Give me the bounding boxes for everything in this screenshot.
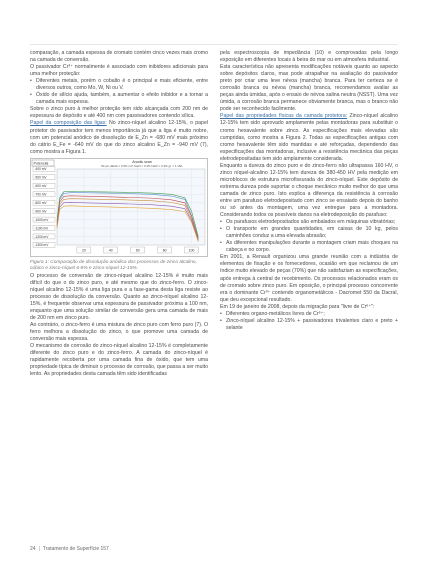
chart-subtitle: 50 μA; ΔE/Δt = 0.5% mV; NaCl = 0.3% NaCl = 0.3% gl. = 1.15/L (101, 163, 183, 168)
right-bullet-list-1 (220, 219, 398, 254)
journal-name: Tratamento de Superfície 157 (42, 546, 109, 552)
right-paragraph-3 (220, 113, 398, 162)
y-tick-label: -1300 mV (34, 242, 49, 247)
left-bullet-2: • Óxido de silício ajuda, também, a aumentar o efeito inibidor e a tornar a camada mais espessa. (30, 92, 208, 106)
right-paragraph-6: Em 19 de janeiro de 2008, depois da migração para "livre de Cr⁶⁺": (220, 303, 375, 310)
left-paragraph-4 (30, 120, 208, 155)
dissolution-chart-svg (30, 158, 208, 257)
right-paragraph-1: pela espectroscopia de impedância (10) e comprovadas pela longo exposição em diferentes locais à beira do mar ou em atmosfera industrial. (220, 50, 398, 64)
right-bullet-3: • As diferentes manipulações durante a montagem criam mais choques na cabeça e no corpo. (220, 240, 398, 254)
x-tick-label: 80 (162, 248, 167, 253)
right-paragraph-5: Em 2001, a Renault organizou uma grande reunião com a indústria de elementos de fixação e os fornecedores, ocasião em que reclamou de um índice muito elevado de peças (70%) que não satisfaziam as especificações, após entrega à central de recebimento. Os processos relacionados eram os de cromato sobre zinco puro. Em oposição, o principal processo concorrente era o dominante Cr³⁺ contendo organometálicos - Dacromet 550 da Dacral, que deu excepcional resultado. (220, 254, 398, 303)
x-tick-label: 60 (135, 248, 140, 253)
right-bullet-2: • O transporte em grandes quantidades, em caixas de 10 kg, pelos caminhões conduz a uma elevada abrasão; (220, 226, 398, 240)
y-tick-label: -600 mV (34, 183, 47, 188)
page-number: 24 (30, 546, 36, 552)
left-bullet-1: • Diferentes metais, porém o cobalto é o principal e mais eficiente, entre diversos outros, como Mo, W, Ni ou V. (30, 78, 208, 92)
y-tick-label: -1200 mV (34, 234, 49, 239)
left-paragraph-6: Ao contrário, o zinco-ferro é uma mistura de zinco puro com ferro puro (7). O ferro melhora a dissolução do zinco, o que promove uma camada de conversão mais espessa. (30, 322, 208, 343)
x-tick-label: 40 (108, 248, 113, 253)
left-paragraph-7: O mecanismo de corrosão do zinco-níquel alcalino 12-15% é completamente diferente do zinco puro e do zinco-ferro. A camada do zinco-níquel é rapidamente recoberta por uma camada fina de óxido, que tem uma propriedade típica de diminuir o processo de corrosão, que passa a ser muito lento. As propriedades desta camada têm sido identificadas (30, 343, 208, 378)
y-tick-label: -700 mV (34, 192, 47, 197)
left-paragraph-3: Sobre o zinco puro à melhor proteção tem sido alcançada com 200 nm de espessura de depósito e até 400 nm com passivadores contendo sílica. (30, 106, 208, 120)
figure-1-chart (30, 158, 208, 257)
figure-1-caption: Figura 1: Comparação de dissolução anódica dos processos de zinco alcalino, cúbico e zinco-níquel 6-8% e zinco-níquel 12-15%. (30, 259, 197, 272)
y-tick-label: -800 mV (34, 200, 47, 205)
right-paragraph-3-body: Zinco-níquel alcalino 12-15% tem sido aprovado amplamente pelas montadoras para substituir o cromo hexavalente sobre zinco. As especificações mais elevadas são cumpridas, como mostra a Figura 2. Todas as especificações antigas com cromo hexavalente têm sido mantidas e até reforçadas, dependendo das especificações das montadoras, inclusive a resistência mecânica das peças eletrodepositadas tem sido amplamente considerada. (220, 113, 398, 162)
right-column (220, 50, 398, 332)
left-paragraph-2: O passivador Cr³⁺ normalmente é associado com inibidores adicionais para uma melhor proteção: (30, 64, 208, 78)
right-bullet-5: • Zinco-níquel alcalino 12-15% + passivadores trivalentes claro e preto + selante (220, 318, 398, 332)
section-heading-physical: Papel das propriedades físicas da camada protetora: (220, 113, 348, 120)
y-tick-label: -400 mV (34, 166, 47, 171)
chart-title: Anodic scan (132, 159, 152, 164)
right-bullet-1: • Os parafusos eletrodepositados são embalados em máquinas vibratórias; (220, 219, 398, 226)
left-column (30, 50, 208, 378)
plot-area (57, 169, 205, 245)
x-tick-label: 20 (82, 248, 86, 253)
y-tick-label: -1000 mV (34, 217, 49, 222)
left-bullet-list (30, 78, 208, 106)
left-paragraph-4-body: No zinco-níquel alcalino 12-15%, o papel protetor do passivador tem menos importância já que a liga é muito nobre, com um potencial anódico de dissolução de E_Zn = -680 mV mais próximo do cátrio E_Fe = -640 mV do que do zinco alcalino E_Zn = -940 mV (7), como mostra a Figura 1. (30, 120, 208, 155)
section-heading-alloys: Papel da composição das ligas: (30, 120, 107, 127)
left-paragraph-1: comparação, a camada espessa de cromato contém cinco vezes mais cromo na camada de conversão. (30, 50, 208, 64)
x-tick-label: 100 (188, 248, 195, 253)
footer-separator: | (38, 546, 40, 552)
right-paragraph-2: Esta característica não apresenta modificações notáveis quanto ao aspecto sobre depósitos claros, mas pode atrapalhar na avaliação do passivador preto por criar uma leve névoa (mancha) branca. Para ter certeza se é corrosão branca ou névoa (mancha) branca, recomendamos avaliar as peças ainda úmidas, após o ensaio de névoa salina neutra (NSST). Uma vez úmida, a corrosão branca permanece obviamente branca, mas o branco não pode ser reconhecido facilmente. (220, 64, 398, 113)
right-bullet-list-2 (220, 311, 398, 332)
page-footer (30, 546, 109, 552)
top-rule (30, 44, 398, 45)
right-bullet-4: • Diferentes organo-metálicos livres de Cr⁶⁺; (220, 311, 398, 318)
y-tick-label: -1100 mV (34, 226, 49, 231)
y-tick-label: -900 mV (34, 209, 47, 214)
left-paragraph-5: O processo de conversão de zinco-níquel alcalino 12-15% é muito mais difícil do que o do zinco puro, e até mesmo que do zinco-ferro. O zinco-níquel alcalino 12-15% é uma liga pura e a fase-gama desta liga resiste ao processo de dissolução da conversão. Quanto ao zinco-níquel alcalino 12-15%, é frequente observar uma espessura de passivador próxima a 100 nm, enquanto que uma solução similar de conversão gera uma camada de mais de 200 nm em zinco puro. (30, 272, 208, 321)
y-tick-label: -500 mV (34, 175, 47, 180)
right-paragraph-4: Enquanto a dureza do zinco puro e do zinco-ferro não ultrapassa 160 HV, o zinco níquel-alcalino 12-15% tem dureza de 380-450 HV pela medição em microblocos de estrutura microfissurada do zinco-níquel. Este depósito de extrema dureza pode suportar o choque mecânico muito melhor do que uma camada de zinco puro. Isto explica a diferença da resistência à corrosão entre um parafuso eletrodepositado com zinco se ensaiado depois do banho ou só antes da montagem, uma vez entregue para a montadora. Considerando todos os possíveis danos na eletrodeposição do parafuso: (220, 162, 398, 219)
legend-box-label: Potencial (33, 161, 49, 166)
